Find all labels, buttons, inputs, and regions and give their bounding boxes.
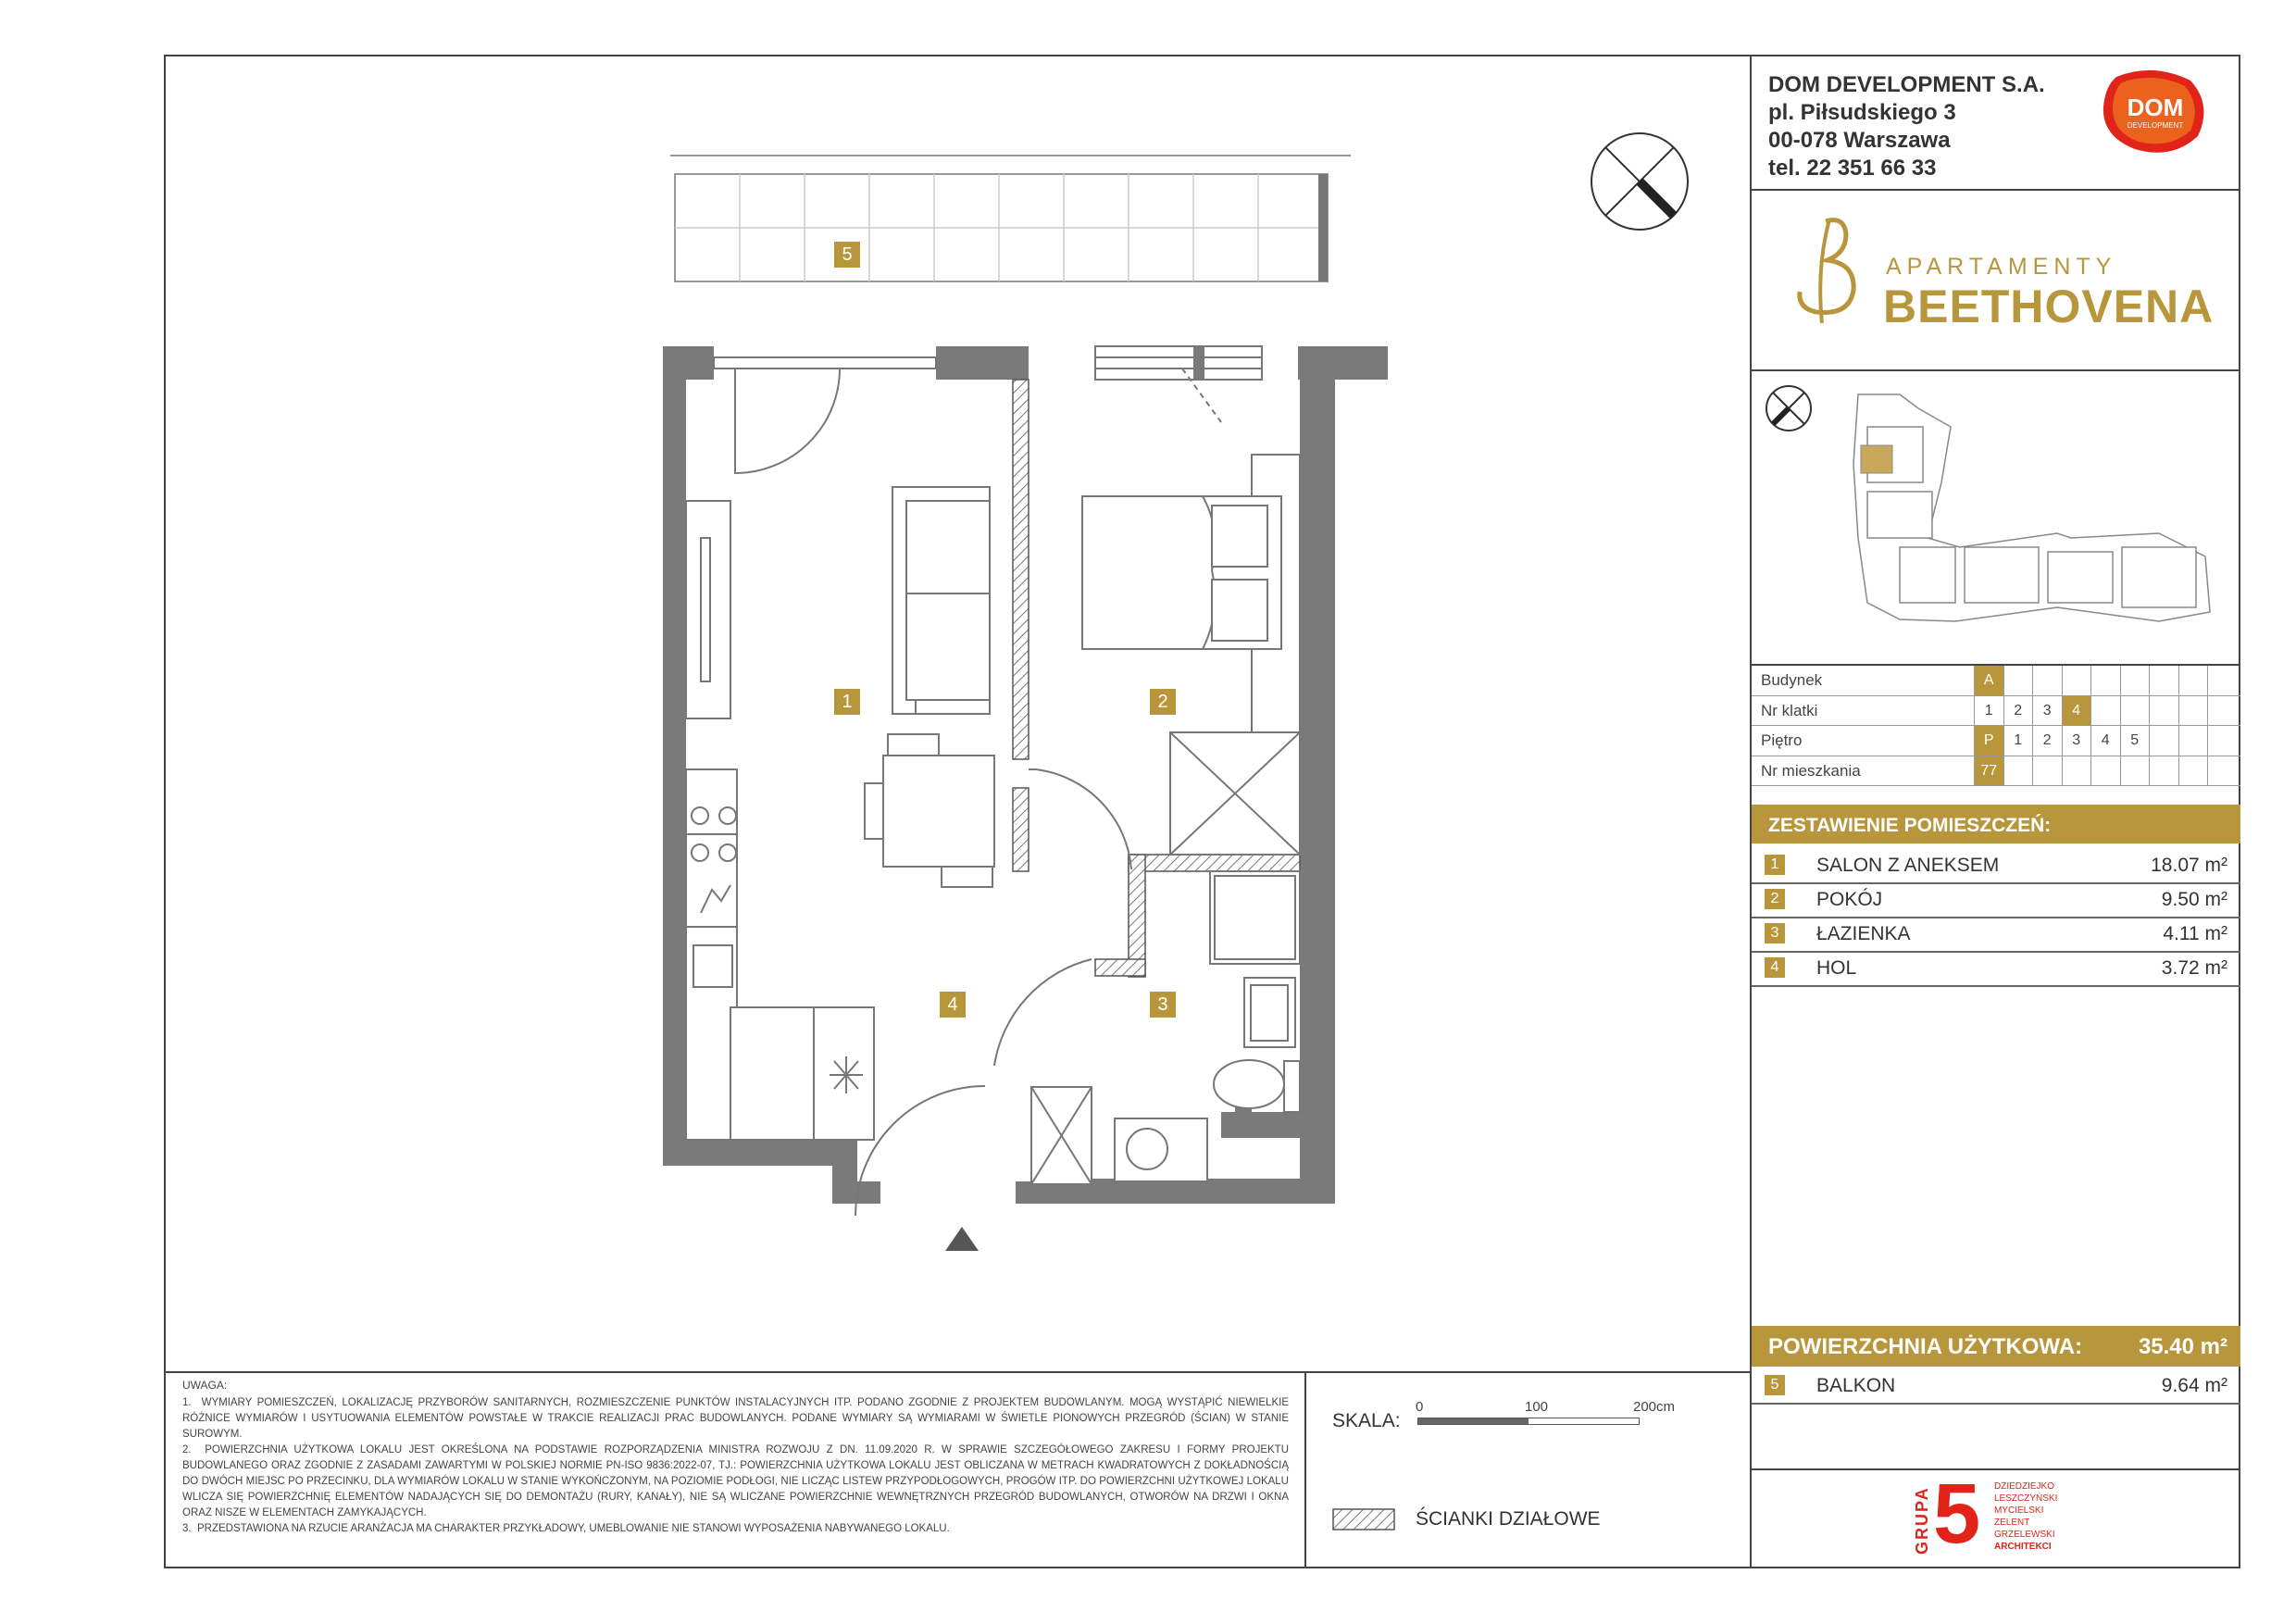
scale-t1: 100: [1525, 1399, 1549, 1415]
scale-bar: [1417, 1418, 1640, 1425]
balcony: [670, 156, 1351, 281]
compass-icon: [1591, 133, 1688, 230]
notes-vsep: [1304, 1371, 1306, 1568]
notes: [182, 1395, 1289, 1537]
project-line1: APARTAMENTY: [1886, 254, 2117, 280]
company-phone: tel. 22 351 66 33: [1768, 156, 1937, 181]
scale-label: SKALA:: [1332, 1410, 1401, 1431]
floor-plan: [166, 56, 1752, 1371]
architect-names: DZIEDZIEJKO LESZCZYŃSKI MYCIELSKI ZELENT GRZELEWSKI ARCHITEKCI: [1994, 1481, 2058, 1552]
scale-t2: 200cm: [1633, 1399, 1676, 1415]
legend-partition: ŚCIANKI DZIAŁOWE: [1416, 1508, 1601, 1530]
kitchen: [686, 501, 874, 1140]
row-mieszkanie: Nr mieszkania 77: [1752, 756, 2240, 787]
entrance-arrow: [945, 1227, 979, 1251]
rooms-header: ZESTAWIENIE POMIESZCZEŃ:: [1768, 815, 2052, 836]
company-info: [1768, 71, 2045, 182]
room-label-3: 3: [1157, 994, 1168, 1015]
key-compass-icon: [1766, 386, 1811, 431]
room-row-3: 3 ŁAZIENKA 4.11 m²: [1752, 918, 2240, 953]
logo-sub: DEVELOPMENT: [2127, 121, 2184, 130]
room-label-5: 5: [842, 244, 853, 265]
project-line2: BEETHOVENA: [1883, 281, 2215, 332]
architect-word: GRUPA: [1913, 1486, 1931, 1555]
row-pietro: Piętro P 1 2 3 4 5: [1752, 726, 2240, 756]
logo-text: DOM: [2127, 94, 2184, 121]
hatch-legend-icon: [1332, 1508, 1397, 1532]
notes-divider: [166, 1371, 1752, 1373]
row-budynek: Budynek A: [1752, 666, 2240, 696]
beethovena-monogram-icon: [1789, 212, 1872, 332]
room-label-1: 1: [842, 692, 853, 712]
row-klatka: Nr klatki 1 2 3 4: [1752, 696, 2240, 727]
scale-t0: 0: [1416, 1399, 1424, 1415]
note-2: 2. POWIERZCHNIA UŻYTKOWA LOKALU JEST OKREŚLONA NA PODSTAWIE ROZPORZĄDZENIA MINISTRA ROZWOJU Z DN. 11.09.2020 R. W SPRAWIE SZCZEGÓŁOWEGO ZAKRESU I FORMY PROJEKTU BUDOWLANEGO ORAZ ZGODNIE Z ZASADAMI ZAWARTYMI W POLSKIEJ NORMIE PN-ISO 9836:2022-07, TJ.: POWIERZCHNIA UŻYTKOWA LOKALU JEST OBLICZANA W METRACH KWADRATOWYCH Z DOKŁADNOŚCIĄ DO DWÓCH MIEJSC PO PRZECINKU, DLA WYMIARÓW LOKALU W STANIE WYKOŃCZONYM, NA POZIOMIE PODŁOGI, NIE LICZĄC LISTEW PRZYPODŁOGOWYCH, PROGÓW ITP. DO POWIERZCHNI UŻYTKOWEJ LOKALU WLICZA SIĘ POWIERZCHNIĘ ELEMENTÓW NADAJĄCYCH SIĘ DO DEMONTAŻU (RURY, KANAŁY), NIE SĄ WLICZANE POWIERZCHNIE WEWNĘTRZNYCH PRZEGRÓD BUDOWLANYCH, OTWORÓW NA DRZWI I OKNA ORAZ NISZE W ELEMENTACH ZAMYKAJĄCYCH.: [182, 1444, 1289, 1518]
note-3: 3. PRZEDSTAWIONA NA RZUCIE ARANŻACJA MA CHARAKTER PRZYKŁADOWY, UMEBLOWANIE NIE STANOWI WYPOSAŻENIA NABYWANEGO LOKALU.: [182, 1523, 950, 1534]
room-row-1: 1 SALON Z ANEKSEM 18.07 m²: [1752, 849, 2240, 884]
room-row-2: 2 POKÓJ 9.50 m²: [1752, 883, 2240, 918]
bedroom-furniture: [1082, 455, 1300, 855]
company-address2: 00-078 Warszawa: [1768, 128, 1951, 153]
room-row-4: 4 HOL 3.72 m²: [1752, 952, 2240, 987]
rooms-header-bar: [1752, 805, 2240, 843]
usable-area-value: 35.40 m²: [2138, 1334, 2227, 1359]
usable-area-label: POWIERZCHNIA UŻYTKOWA:: [1768, 1334, 2083, 1359]
key-plan: [1752, 371, 2240, 664]
location-table: [1752, 666, 2240, 786]
usable-area-bar: [1752, 1326, 2240, 1367]
architect-digit: 5: [1933, 1467, 1981, 1561]
room-label-4: 4: [947, 994, 958, 1015]
balcony-row: 5 BALKON 9.64 m²: [1752, 1369, 2240, 1405]
room-label-2: 2: [1157, 692, 1168, 712]
living-furniture: [865, 487, 994, 887]
info-panel: [1750, 55, 2240, 1568]
company-name: DOM DEVELOPMENT S.A.: [1768, 72, 2045, 97]
balcony-door: [735, 369, 840, 473]
company-address1: pl. Piłsudskiego 3: [1768, 100, 1956, 125]
note-1: 1. WYMIARY POMIESZCZEŃ, LOKALIZACJĘ PRZYBORÓW SANITARNYCH, ROZMIESZCZENIE PUNKTÓW INSTALACYJNYCH ITP. PODANO ZGODNIE Z PROJEKTEM BUDOWLANYM. MOGĄ WYSTĄPIĆ NIEWIELKIE RÓŻNICE WYMIARÓW I USYTUOWANIA ELEMENTÓW POWSTAŁE W TRAKCIE REALIZACJI PRAC BUDOWLANYCH. PODANE WYMIARY SĄ WYMIARAMI W ŚWIETLE PIONOWYCH PRZEGRÓD (ŚCIAN) W STANIE SUROWYM.: [182, 1397, 1289, 1440]
notes-title: UWAGA:: [182, 1379, 228, 1392]
